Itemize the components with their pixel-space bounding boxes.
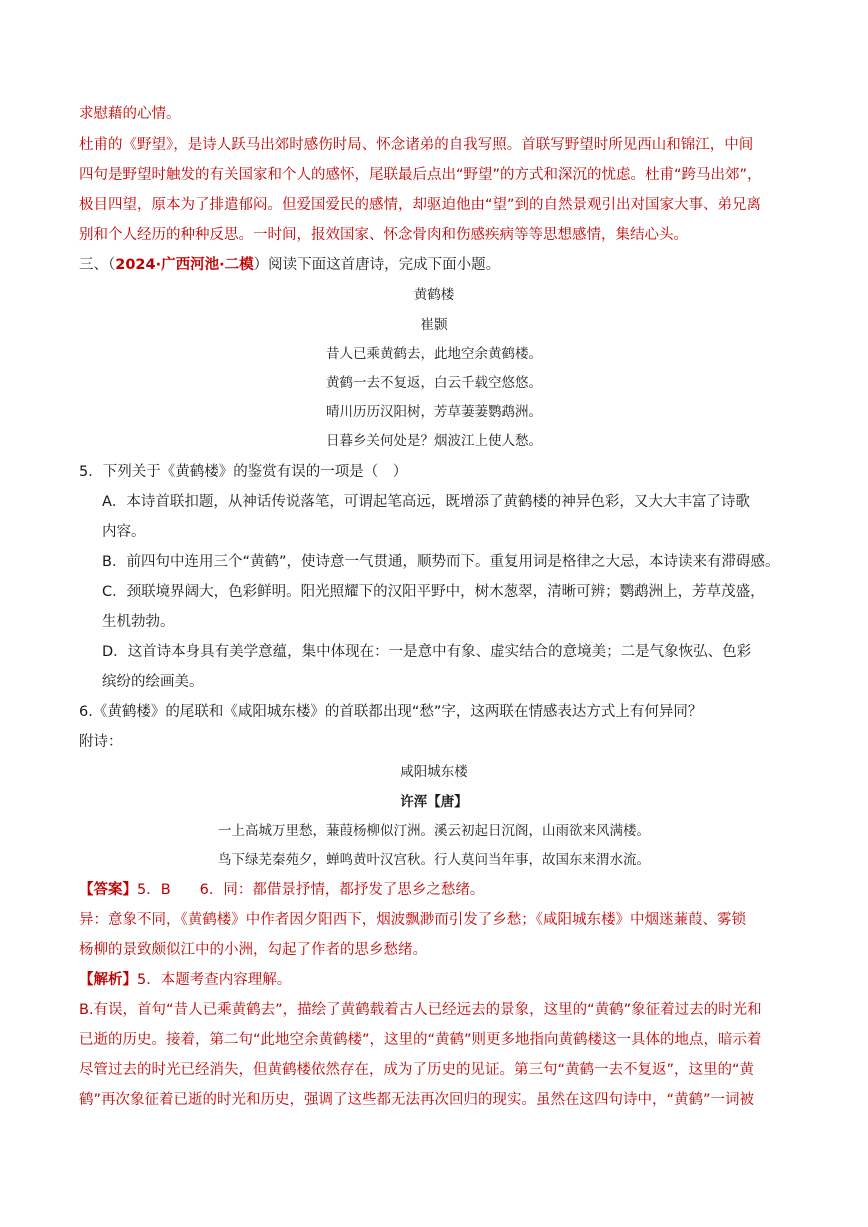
poem-line: 晴川历历汉阳树，芳草萋萋鹦鹉洲。	[326, 404, 542, 420]
analysis-line: 四句是野望时触发的有关国家和个人的感怀，尾联最后点出“野望”的方式和深沉的忧虑。杜甫“跨马出郊”，	[79, 167, 762, 183]
answer-label: 【答案】	[79, 882, 137, 898]
option-a-cont: 内容。	[102, 524, 146, 540]
poem-title: 黄鹤楼	[413, 287, 455, 303]
explanation-detail-line: 鹤”再次象征着已逝的时光和历史，强调了这些都无法再次回归的现实。虽然在这四句诗中，“黄鹤”一词被	[79, 1092, 755, 1108]
answer-line	[79, 880, 484, 900]
section-3-source: 2024·广西河池·二模	[115, 257, 254, 273]
intro-tail: 求慰藉的心情。	[79, 106, 181, 122]
explanation-line	[79, 970, 291, 990]
explanation-detail-line: 尽管过去的时光已经消失，但黄鹤楼依然存在，成为了历史的见证。第三句“黄鹤一去不复返”，这里的“黄	[79, 1062, 755, 1078]
analysis-line: 杜甫的《野望》，是诗人跃马出郊时感伤时局、怀念诸弟的自我写照。首联写野望时所见西山和锦江，中间	[79, 137, 754, 153]
option-c-cont: 生机勃勃。	[102, 614, 175, 630]
section-3-prefix: 三、（	[79, 257, 116, 273]
explanation-detail-line: B.有误，首句“昔人已乘黄鹤去”，描绘了黄鹤载着古人已经远去的景象，这里的“黄鹤”象征着过去的时光和	[79, 1002, 762, 1018]
poem-author: 崔颢	[420, 317, 448, 333]
answer-detail-line: 杨柳的景致颇似江中的小洲，勾起了作者的思乡愁绪。	[79, 942, 427, 958]
appendix-label: 附诗：	[79, 734, 123, 750]
option-d: D．这首诗本身具有美学意蕴，集中体现在：一是意中有象、虚实结合的意境美；二是气象恢弘、色彩	[102, 644, 752, 660]
question-6-stem: 6.《黄鹤楼》的尾联和《咸阳城东楼》的首联都出现“愁”字，这两联在情感表达方式上有何异同？	[79, 704, 703, 720]
option-c: C．颈联境界阔大，色彩鲜明。阳光照耀下的汉阳平野中，树木葱翠，清晰可辨；鹦鹉洲上，芳草茂盛，	[102, 584, 765, 600]
option-a: A．本诗首联扣题，从神话传说落笔，可谓起笔高远，既增添了黄鹤楼的神异色彩，又大大丰富了诗歌	[102, 494, 750, 510]
poem-2-line: 鸟下绿芜秦苑夕，蝉鸣黄叶汉宫秋。行人莫问当年事，故国东来渭水流。	[218, 852, 650, 868]
option-d-cont: 缤纷的绘画美。	[102, 674, 204, 690]
poem-line: 昔人已乘黄鹤去，此地空余黄鹤楼。	[326, 346, 542, 362]
poem-2-title: 咸阳城东楼	[400, 764, 468, 780]
explanation-label: 【解析】	[79, 972, 137, 988]
analysis-line: 别和个人经历的种种反思。一时间，报效国家、怀念骨肉和伤感疾病等等思想感情，集结心头。	[79, 227, 688, 243]
poem-line: 日暮乡关何处是？烟波江上使人愁。	[326, 433, 542, 449]
analysis-line: 极目四望，原本为了排遣郁闷。但爱国爱民的感情，却驱迫他由“望”到的自然景观引出对国家大事、弟兄离	[79, 197, 762, 213]
section-3-suffix: ）阅读下面这首唐诗，完成下面小题。	[253, 257, 501, 273]
section-3-heading	[79, 255, 500, 275]
question-5-stem: 5．下列关于《黄鹤楼》的鉴赏有误的一项是（ ）	[79, 464, 408, 480]
poem-line: 黄鹤一去不复返，白云千载空悠悠。	[326, 375, 542, 391]
poem-2-line: 一上高城万里愁，蒹葭杨柳似汀洲。溪云初起日沉阁，山雨欲来风满楼。	[218, 823, 650, 839]
answer-text: 5．B 6．同：都借景抒情，都抒发了思乡之愁绪。	[137, 882, 485, 898]
explanation-text: 5．本题考查内容理解。	[137, 972, 292, 988]
explanation-detail-line: 已逝的历史。接着，第二句“此地空余黄鹤楼”，这里的“黄鹤”则更多地指向黄鹤楼这一具体的地点，暗示着	[79, 1032, 762, 1048]
poem-2-author: 许浑【唐】	[400, 794, 468, 810]
option-b: B．前四句中连用三个“黄鹤”，使诗意一气贯通，顺势而下。重复用词是格律之大忌，本诗读来有滞碍感。	[102, 554, 780, 570]
answer-detail-line: 异：意象不同，《黄鹤楼》中作者因夕阳西下，烟波飘渺而引发了乡愁；《咸阳城东楼》中烟迷蒹葭、雾锁	[79, 912, 746, 928]
